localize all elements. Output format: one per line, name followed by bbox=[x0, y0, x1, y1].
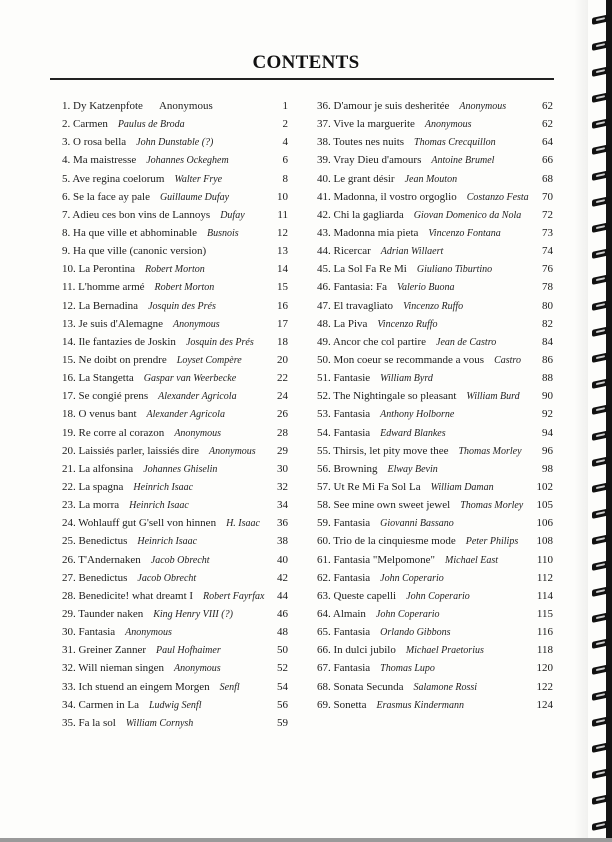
contents-entry bbox=[317, 351, 553, 369]
entry-composer: Anonymous bbox=[209, 445, 256, 457]
entry-title: 13. Je suis d'Alemagne bbox=[62, 317, 163, 330]
entry-composer: Heinrich Isaac bbox=[133, 481, 194, 493]
entry-composer: Giovan Domenico da Nola bbox=[413, 209, 522, 221]
entry-composer: Edward Blankes bbox=[380, 427, 446, 439]
entry-title: 63. Queste capelli bbox=[317, 589, 397, 602]
entry-composer: Salamone Rossi bbox=[413, 681, 478, 693]
contents-entry bbox=[317, 133, 553, 151]
entry-title: 32. Will nieman singen bbox=[62, 662, 165, 675]
entry-page-number: 40 bbox=[277, 553, 288, 566]
entry-composer: Giuliano Tiburtino bbox=[416, 264, 493, 276]
entry-title: 60. Trio de la cinquiesme mode bbox=[317, 535, 456, 548]
contents-entry bbox=[62, 514, 288, 532]
entry-page-number: 6 bbox=[282, 154, 288, 167]
entry-title: 42. Chi la gagliarda bbox=[317, 208, 404, 221]
contents-entry bbox=[317, 696, 553, 714]
entry-page-number: 2 bbox=[282, 118, 288, 131]
contents-entry bbox=[317, 242, 553, 260]
entry-title: 54. Fantasia bbox=[317, 426, 371, 439]
entry-page-number: 46 bbox=[277, 607, 288, 620]
contents-entry bbox=[317, 170, 553, 188]
contents-entry bbox=[317, 496, 553, 514]
contents-entry bbox=[317, 151, 553, 169]
entry-title: 24. Wohlauff gut G'sell von hinnen bbox=[62, 517, 217, 530]
entry-page-number: 118 bbox=[536, 644, 553, 657]
contents-entry bbox=[62, 170, 288, 188]
entry-page-number: 30 bbox=[277, 462, 288, 475]
contents-entry bbox=[317, 115, 553, 133]
entry-page-number: 96 bbox=[542, 444, 553, 457]
entry-title: 62. Fantasia bbox=[317, 571, 371, 584]
entry-page-number: 16 bbox=[277, 299, 288, 312]
contents-entry bbox=[62, 605, 288, 623]
entry-composer: Anthony Holborne bbox=[380, 409, 455, 421]
entry-composer: Senfl bbox=[219, 681, 240, 693]
entry-page-number: 74 bbox=[542, 245, 553, 258]
entry-title: 5. Ave regina coelorum bbox=[62, 172, 165, 185]
entry-composer: Robert Fayrfax bbox=[203, 590, 265, 602]
entry-composer: Anonymous bbox=[125, 627, 172, 639]
entry-title: 61. Fantasia "Melpomone" bbox=[317, 553, 436, 566]
entry-composer: Thomas Morley bbox=[460, 500, 524, 512]
contents-entry bbox=[62, 115, 288, 133]
spiral-binding bbox=[588, 0, 612, 842]
contents-column-right bbox=[317, 97, 553, 714]
entry-page-number: 124 bbox=[536, 698, 553, 711]
entry-page-number: 115 bbox=[536, 607, 553, 620]
entry-title: 19. Re corre al corazon bbox=[62, 426, 165, 439]
entry-page-number: 18 bbox=[277, 335, 288, 348]
entry-page-number: 14 bbox=[277, 263, 288, 276]
contents-entry bbox=[317, 224, 553, 242]
entry-page-number: 72 bbox=[542, 208, 553, 221]
entry-title: 25. Benedictus bbox=[62, 535, 128, 548]
contents-entry bbox=[62, 260, 288, 278]
entry-title: 43. Madonna mia pieta bbox=[317, 226, 419, 239]
contents-entry bbox=[317, 460, 553, 478]
entry-page-number: 98 bbox=[542, 462, 553, 475]
entry-composer: Alexander Agricola bbox=[146, 409, 225, 421]
entry-page-number: 68 bbox=[542, 172, 553, 185]
entry-composer: John Coperario bbox=[406, 590, 470, 602]
entry-title: 28. Benedicite! what dreamt I bbox=[62, 589, 194, 602]
entry-title: 12. La Bernadina bbox=[62, 299, 139, 312]
entry-page-number: 38 bbox=[277, 535, 288, 548]
contents-entry bbox=[62, 351, 288, 369]
entry-composer: H. Isaac bbox=[226, 518, 260, 530]
entry-composer: Anonymous bbox=[174, 427, 221, 439]
entry-composer: Thomas Lupo bbox=[380, 663, 435, 675]
entry-composer: Elway Bevin bbox=[387, 463, 438, 475]
entry-page-number: 50 bbox=[277, 644, 288, 657]
contents-entry bbox=[317, 551, 553, 569]
entry-composer: Thomas Morley bbox=[458, 445, 522, 457]
contents-entry bbox=[62, 424, 288, 442]
entry-page-number: 70 bbox=[542, 190, 553, 203]
contents-entry bbox=[317, 278, 553, 296]
contents-entry bbox=[62, 315, 288, 333]
contents-entry bbox=[62, 206, 288, 224]
entry-title: 31. Greiner Zanner bbox=[62, 644, 146, 657]
entry-page-number: 62 bbox=[542, 100, 553, 112]
entry-composer: Jean Mouton bbox=[404, 173, 458, 185]
contents-entry bbox=[62, 696, 288, 714]
contents-entry bbox=[62, 97, 288, 115]
entry-title: 11. L'homme armé bbox=[62, 281, 145, 294]
contents-entry bbox=[62, 151, 288, 169]
entry-title: 22. La spagna bbox=[62, 480, 124, 493]
entry-title: 56. Browning bbox=[317, 462, 378, 475]
entry-page-number: 32 bbox=[277, 480, 288, 493]
entry-title: 16. La Stangetta bbox=[62, 372, 134, 385]
entry-page-number: 48 bbox=[277, 626, 288, 639]
entry-title: 33. Ich stuend an eingem Morgen bbox=[62, 680, 210, 693]
contents-entry bbox=[62, 405, 288, 423]
entry-page-number: 62 bbox=[542, 118, 553, 131]
page-bottom-edge bbox=[0, 838, 612, 842]
entry-composer: William Cornysh bbox=[125, 717, 194, 729]
entry-title: 55. Thirsis, let pity move thee bbox=[317, 444, 449, 457]
entry-title: 8. Ha que ville et abhominable bbox=[62, 226, 198, 239]
contents-entry bbox=[62, 460, 288, 478]
entry-title: 68. Sonata Secunda bbox=[317, 680, 404, 693]
entry-composer: John Dunstable (?) bbox=[136, 137, 214, 149]
entry-page-number: 11 bbox=[277, 208, 288, 221]
entry-composer: Erasmus Kindermann bbox=[376, 699, 465, 711]
entry-title: 29. Taunder naken bbox=[62, 607, 144, 620]
entry-page-number: 44 bbox=[277, 589, 288, 602]
entry-title: 27. Benedictus bbox=[62, 571, 128, 584]
entry-title: 9. Ha que ville (canonic version) bbox=[62, 245, 207, 258]
entry-title: 40. Le grant désir bbox=[317, 172, 395, 185]
contents-entry bbox=[62, 641, 288, 659]
entry-page-number: 52 bbox=[277, 662, 288, 675]
contents-entry bbox=[317, 659, 553, 677]
entry-title: 4. Ma maistresse bbox=[62, 154, 137, 167]
entry-title: 65. Fantasia bbox=[317, 626, 371, 639]
entry-composer: John Coperario bbox=[375, 608, 440, 620]
entry-page-number: 76 bbox=[542, 263, 553, 276]
entry-composer: Robert Morton bbox=[145, 264, 205, 276]
entry-title: 45. La Sol Fa Re Mi bbox=[317, 263, 407, 276]
entry-title: 26. T'Andernaken bbox=[62, 553, 141, 566]
entry-composer: Loyset Compère bbox=[176, 354, 242, 366]
contents-entry bbox=[62, 387, 288, 405]
entry-title: 44. Ricercar bbox=[317, 245, 371, 258]
page-edge-shadow bbox=[574, 0, 588, 842]
contents-entry bbox=[62, 551, 288, 569]
entry-title: 10. La Perontina bbox=[62, 263, 136, 276]
contents-entry bbox=[62, 659, 288, 677]
entry-composer: Michael East bbox=[445, 554, 499, 566]
entry-title: 46. Fantasia: Fa bbox=[317, 281, 387, 294]
entry-page-number: 73 bbox=[542, 226, 553, 239]
entry-composer: Busnois bbox=[207, 227, 239, 239]
contents-entry bbox=[62, 224, 288, 242]
entry-page-number: 88 bbox=[542, 372, 553, 385]
entry-page-number: 86 bbox=[542, 353, 553, 366]
entry-composer: Thomas Crecquillon bbox=[414, 137, 496, 149]
entry-title: 38. Toutes nes nuits bbox=[317, 136, 405, 149]
entry-page-number: 114 bbox=[536, 589, 553, 602]
title-divider bbox=[50, 78, 554, 80]
entry-title: 66. In dulci jubilo bbox=[317, 644, 396, 657]
entry-composer: Guillaume Dufay bbox=[159, 191, 230, 203]
contents-entry bbox=[317, 478, 553, 496]
entry-composer: William Daman bbox=[430, 481, 494, 493]
entry-page-number: 116 bbox=[536, 626, 553, 639]
entry-title: 41. Madonna, il vostro orgoglio bbox=[317, 190, 457, 203]
entry-title: 39. Vray Dieu d'amours bbox=[317, 154, 422, 167]
contents-entry bbox=[62, 678, 288, 696]
entry-page-number: 22 bbox=[277, 372, 288, 385]
contents-entry bbox=[62, 587, 288, 605]
entry-page-number: 15 bbox=[277, 281, 288, 294]
entry-page-number: 17 bbox=[277, 317, 288, 330]
entry-page-number: 28 bbox=[277, 426, 288, 439]
entry-page-number: 66 bbox=[542, 154, 553, 167]
entry-title: 64. Almain bbox=[317, 607, 366, 620]
entry-title: 21. La alfonsina bbox=[62, 462, 134, 475]
entry-composer: Michael Praetorius bbox=[405, 645, 484, 657]
contents-entry bbox=[317, 387, 553, 405]
entry-composer: Dufay bbox=[220, 209, 245, 221]
entry-title: 58. See mine own sweet jewel bbox=[317, 499, 451, 512]
contents-column-left bbox=[62, 97, 288, 732]
contents-entry bbox=[317, 569, 553, 587]
contents-entry bbox=[317, 315, 553, 333]
entry-composer: King Henry VIII (?) bbox=[153, 608, 233, 620]
entry-page-number: 59 bbox=[277, 716, 288, 729]
entry-page-number: 8 bbox=[282, 172, 288, 185]
entry-title: 35. Fa la sol bbox=[62, 716, 116, 729]
entry-composer: Vincenzo Fontana bbox=[428, 227, 501, 239]
entry-composer: Anonymous bbox=[158, 100, 213, 112]
entry-title: 23. La morra bbox=[62, 499, 120, 512]
contents-entry bbox=[62, 496, 288, 514]
entry-composer: John Coperario bbox=[380, 572, 444, 584]
contents-entry bbox=[62, 442, 288, 460]
entry-page-number: 105 bbox=[536, 499, 553, 512]
entry-composer: Vincenzo Ruffo bbox=[377, 318, 438, 330]
entry-composer: Gaspar van Weerbecke bbox=[143, 373, 237, 385]
entry-composer: Jacob Obrecht bbox=[137, 572, 197, 584]
entry-page-number: 78 bbox=[542, 281, 553, 294]
entry-page-number: 84 bbox=[542, 335, 553, 348]
entry-page-number: 82 bbox=[542, 317, 553, 330]
contents-entry bbox=[317, 206, 553, 224]
entry-title: 50. Mon coeur se recommande a vous bbox=[317, 353, 485, 366]
entry-title: 67. Fantasia bbox=[317, 662, 371, 675]
entry-title: 18. O venus bant bbox=[62, 408, 137, 421]
entry-page-number: 80 bbox=[542, 299, 553, 312]
entry-page-number: 92 bbox=[542, 408, 553, 421]
entry-title: 48. La Piva bbox=[317, 317, 368, 330]
entry-page-number: 42 bbox=[277, 571, 288, 584]
entry-page-number: 20 bbox=[277, 353, 288, 366]
contents-entry bbox=[317, 605, 553, 623]
entry-composer: Anonymous bbox=[174, 663, 221, 675]
entry-composer: Antoine Brumel bbox=[431, 155, 495, 167]
contents-entry bbox=[62, 569, 288, 587]
entry-page-number: 12 bbox=[277, 226, 288, 239]
entry-composer: William Burd bbox=[466, 391, 520, 403]
entry-page-number: 120 bbox=[536, 662, 553, 675]
contents-entry bbox=[317, 678, 553, 696]
entry-title: 14. Ile fantazies de Joskin bbox=[62, 335, 176, 348]
contents-entry bbox=[62, 478, 288, 496]
entry-title: 3. O rosa bella bbox=[62, 136, 127, 149]
entry-page-number: 56 bbox=[277, 698, 288, 711]
entry-page-number: 26 bbox=[277, 408, 288, 421]
entry-composer: Jacob Obrecht bbox=[150, 554, 210, 566]
entry-title: 20. Laissiés parler, laissiés dire bbox=[62, 444, 200, 457]
entry-title: 47. El travagliato bbox=[317, 299, 394, 312]
entry-title: 6. Se la face ay pale bbox=[62, 190, 150, 203]
entry-title: 1. Dy Katzenpfote bbox=[62, 100, 143, 112]
entry-composer: Johannes Ghiselin bbox=[143, 463, 218, 475]
entry-composer: Anonymous bbox=[424, 119, 472, 131]
entry-title: 17. Se congié prens bbox=[62, 390, 149, 403]
contents-entry bbox=[317, 623, 553, 641]
entry-composer: Castro bbox=[494, 354, 521, 366]
entry-page-number: 108 bbox=[536, 535, 553, 548]
entry-title: 52. The Nightingale so pleasant bbox=[317, 390, 457, 403]
entry-title: 49. Ancor che col partire bbox=[317, 335, 427, 348]
entry-composer: Peter Philips bbox=[465, 536, 519, 548]
entry-composer: Paulus de Broda bbox=[117, 119, 185, 131]
entry-page-number: 122 bbox=[536, 680, 553, 693]
contents-entry bbox=[317, 424, 553, 442]
entry-composer: Heinrich Isaac bbox=[129, 500, 189, 512]
entry-title: 34. Carmen in La bbox=[62, 698, 139, 711]
entry-composer: Johannes Ockeghem bbox=[146, 155, 229, 167]
entry-composer: Costanzo Festa bbox=[466, 191, 529, 203]
entry-title: 30. Fantasia bbox=[62, 626, 116, 639]
entry-composer: Paul Hofhaimer bbox=[156, 645, 221, 657]
entry-title: 53. Fantasia bbox=[317, 408, 371, 421]
entry-page-number: 34 bbox=[277, 499, 288, 512]
contents-entry bbox=[62, 278, 288, 296]
entry-composer: Anonymous bbox=[459, 101, 507, 112]
contents-entry bbox=[317, 297, 553, 315]
entry-page-number: 90 bbox=[542, 390, 553, 403]
entry-composer: Anonymous bbox=[172, 318, 220, 330]
entry-page-number: 10 bbox=[277, 190, 288, 203]
entry-page-number: 112 bbox=[536, 571, 553, 584]
contents-entry bbox=[317, 532, 553, 550]
entry-page-number: 54 bbox=[277, 680, 288, 693]
entry-composer: Josquin des Prés bbox=[148, 300, 216, 312]
entry-page-number: 94 bbox=[542, 426, 553, 439]
contents-entry bbox=[317, 188, 553, 206]
contents-entry bbox=[317, 587, 553, 605]
entry-composer: Vincenzo Ruffo bbox=[403, 300, 464, 312]
entry-composer: Heinrich Isaac bbox=[137, 536, 198, 548]
entry-composer: William Byrd bbox=[380, 373, 433, 385]
entry-title: 15. Ne doibt on prendre bbox=[62, 353, 167, 366]
contents-entry bbox=[62, 532, 288, 550]
contents-entry bbox=[62, 242, 288, 260]
entry-composer: Orlando Gibbons bbox=[380, 627, 451, 639]
page-title: CONTENTS bbox=[252, 52, 360, 73]
entry-page-number: 36 bbox=[277, 517, 288, 530]
entry-title: 51. Fantasie bbox=[317, 372, 371, 385]
entry-composer: Adrian Willaert bbox=[380, 246, 444, 258]
contents-entry bbox=[317, 442, 553, 460]
contents-entry bbox=[317, 514, 553, 532]
contents-entry bbox=[62, 714, 288, 732]
entry-page-number: 4 bbox=[282, 136, 288, 149]
entry-page-number: 106 bbox=[536, 517, 553, 530]
contents-entry bbox=[62, 623, 288, 641]
contents-entry bbox=[317, 333, 553, 351]
contents-entry bbox=[317, 369, 553, 387]
entry-page-number: 24 bbox=[277, 390, 288, 403]
entry-title: 37. Vive la marguerite bbox=[317, 118, 415, 131]
contents-entry bbox=[317, 260, 553, 278]
contents-entry bbox=[62, 188, 288, 206]
contents-entry bbox=[317, 97, 553, 115]
entry-page-number: 110 bbox=[536, 553, 553, 566]
entry-title: 36. D'amour je suis desheritée bbox=[317, 100, 450, 112]
entry-title: 7. Adieu ces bon vins de Lannoys bbox=[62, 208, 211, 221]
entry-composer: Walter Frye bbox=[174, 173, 223, 185]
entry-page-number: 102 bbox=[536, 480, 553, 493]
contents-entry bbox=[62, 333, 288, 351]
entry-title: 2. Carmen bbox=[62, 118, 108, 131]
entry-composer: Alexander Agricola bbox=[158, 391, 237, 403]
entry-composer: Valerio Buona bbox=[396, 282, 455, 294]
entry-composer: Robert Morton bbox=[154, 282, 215, 294]
contents-entry bbox=[317, 641, 553, 659]
contents-entry bbox=[62, 297, 288, 315]
entry-title: 69. Sonetta bbox=[317, 698, 367, 711]
entry-composer: Josquin des Prés bbox=[185, 336, 254, 348]
contents-entry bbox=[62, 133, 288, 151]
entry-page-number: 64 bbox=[542, 136, 553, 149]
entry-composer: Jean de Castro bbox=[436, 336, 497, 348]
entry-composer: Giovanni Bassano bbox=[380, 518, 454, 530]
contents-entry bbox=[62, 369, 288, 387]
entry-page-number: 1 bbox=[282, 100, 288, 112]
entry-page-number: 29 bbox=[277, 444, 288, 457]
entry-composer: Ludwig Senfl bbox=[148, 699, 202, 711]
entry-title: 57. Ut Re Mi Fa Sol La bbox=[317, 480, 421, 493]
entry-page-number: 13 bbox=[277, 245, 288, 258]
entry-title: 59. Fantasia bbox=[317, 517, 371, 530]
contents-entry bbox=[317, 405, 553, 423]
